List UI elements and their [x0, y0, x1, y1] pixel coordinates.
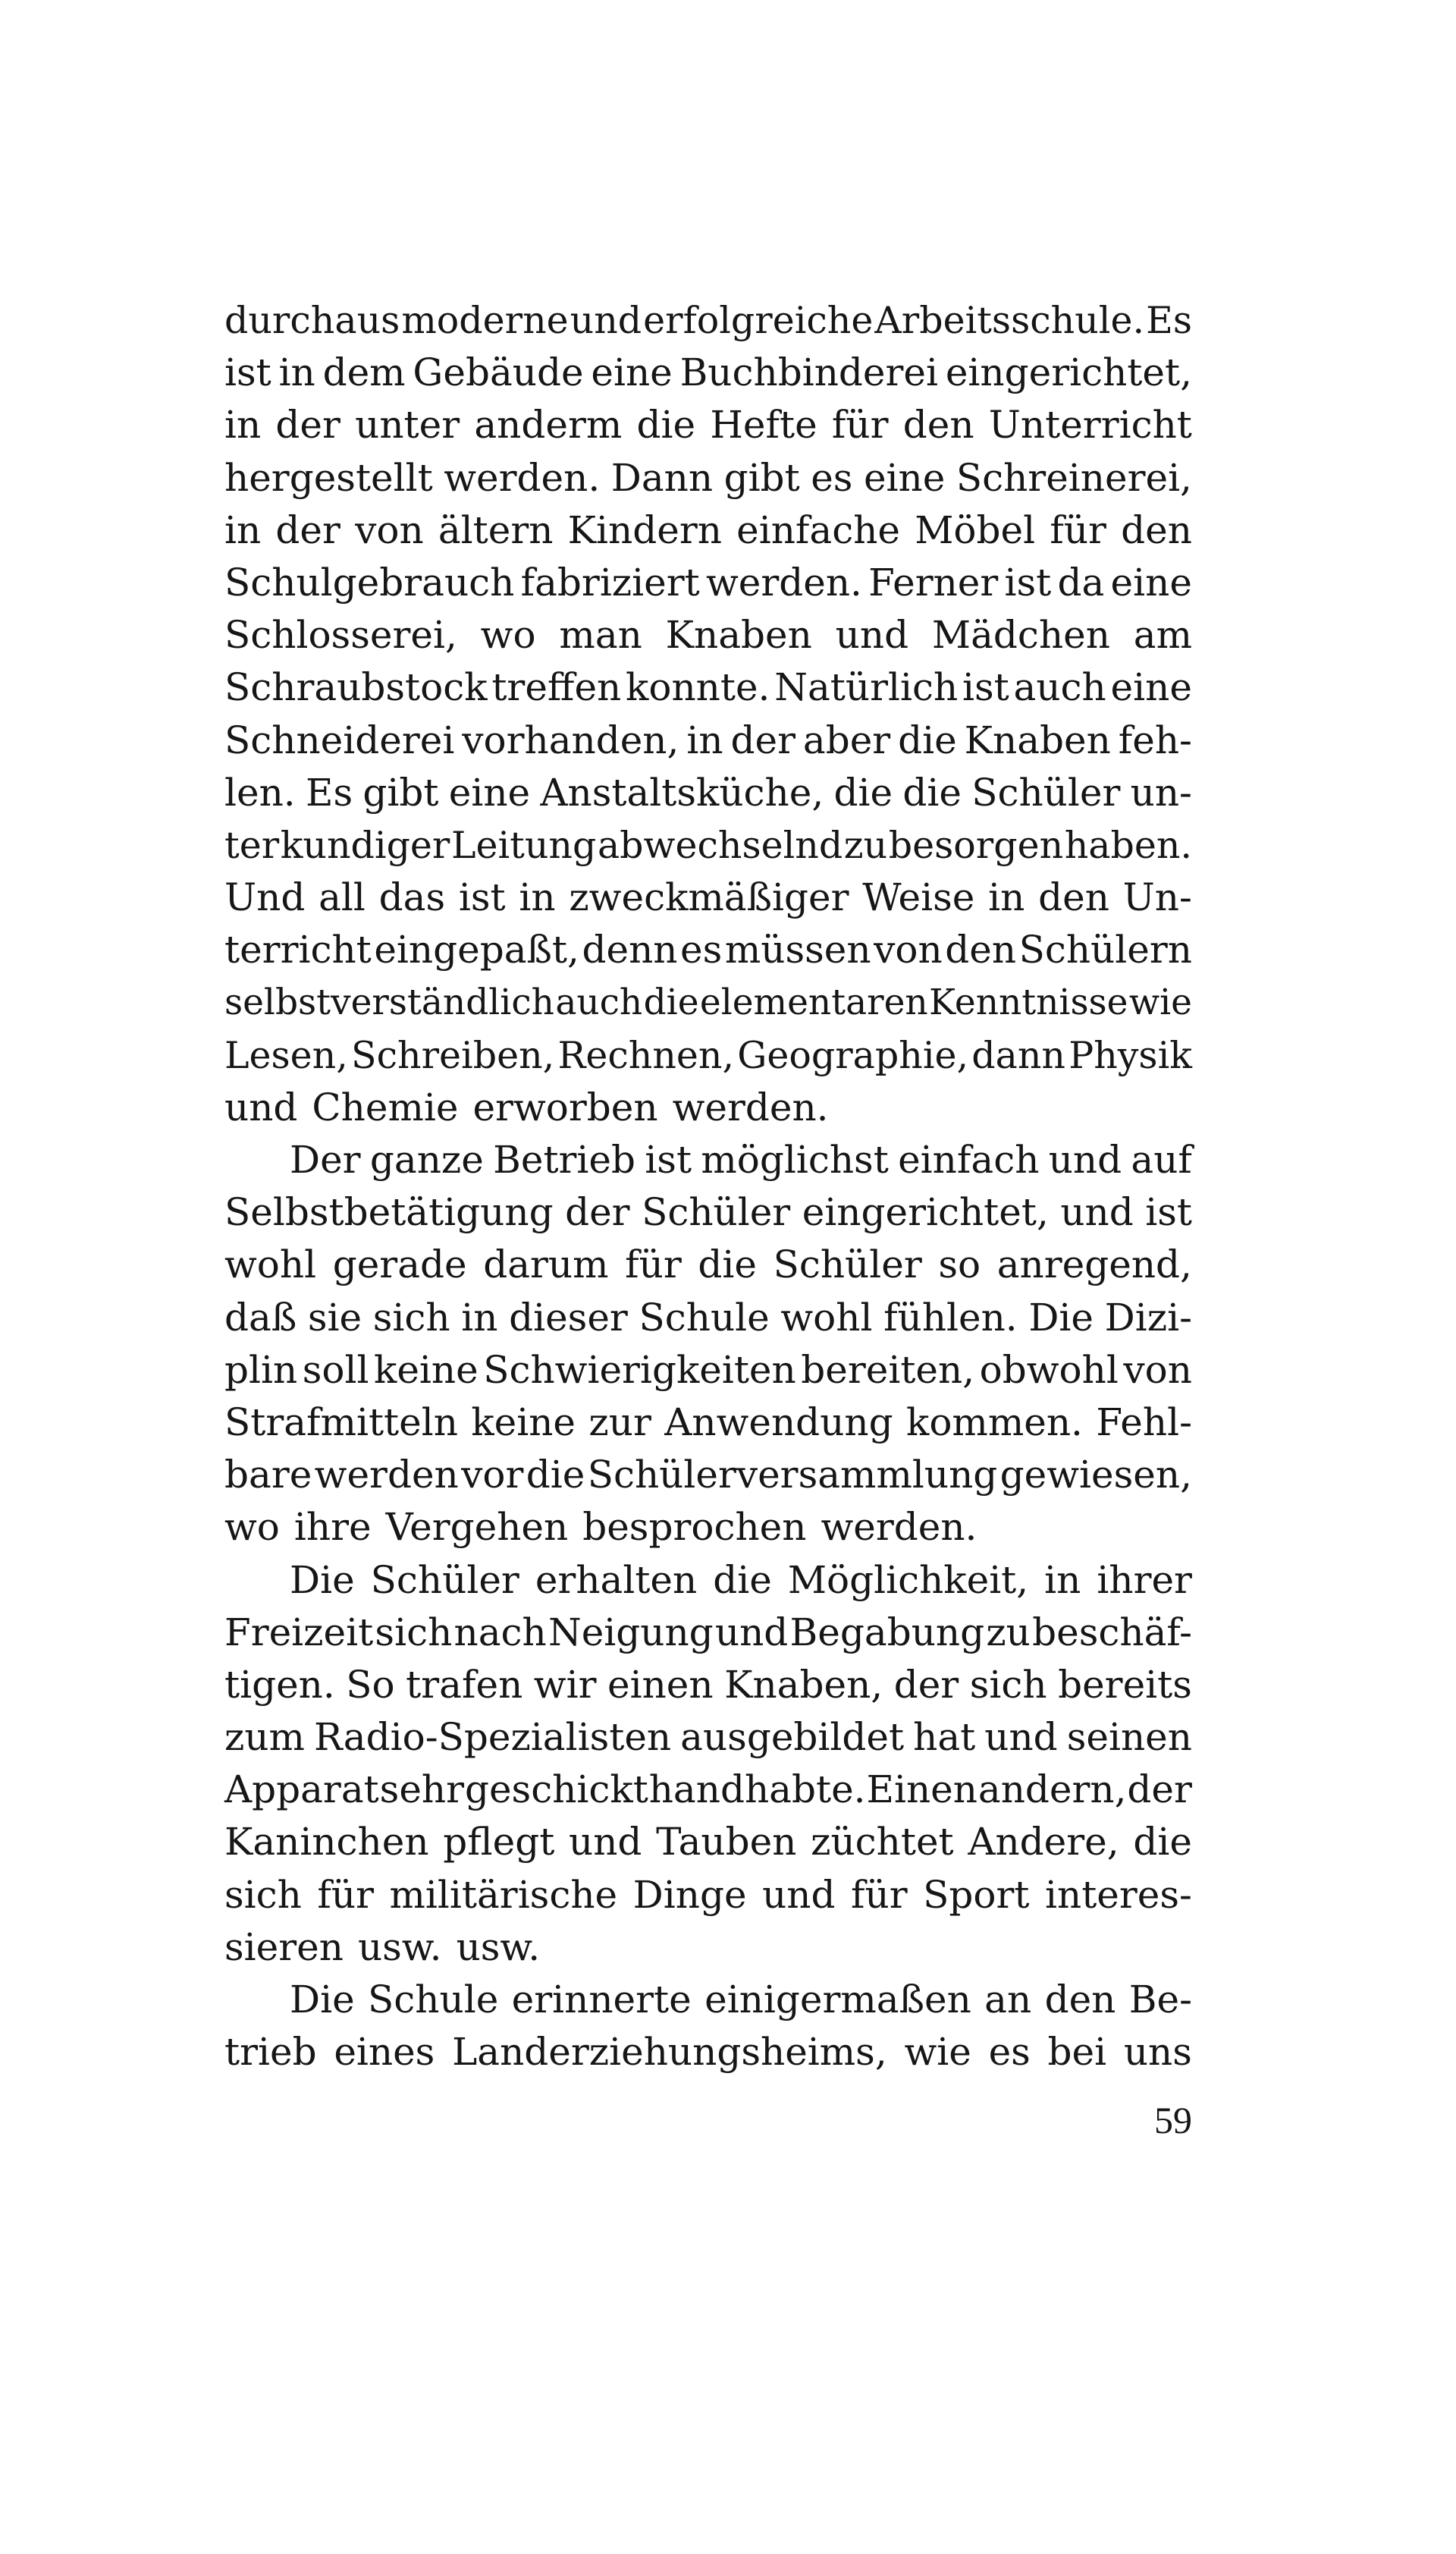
word: Chemie — [312, 1085, 459, 1129]
word: Knaben — [964, 718, 1111, 762]
word: für — [625, 1242, 682, 1287]
word: bereits — [1058, 1662, 1192, 1707]
word: durchaus — [224, 299, 400, 342]
text-line — [224, 819, 1192, 872]
word: konnte. — [626, 665, 770, 710]
word: bare — [224, 1453, 312, 1497]
text-line — [224, 1501, 1192, 1553]
word: die — [643, 982, 699, 1024]
word: züchtet — [811, 1820, 954, 1864]
word: ist — [224, 350, 271, 395]
word: Der — [290, 1138, 361, 1182]
word: Schüler — [642, 1190, 791, 1235]
word: geschickt — [464, 1767, 648, 1812]
word: es — [811, 455, 853, 500]
word: tigen. — [224, 1662, 335, 1707]
word: für — [831, 403, 889, 448]
word: Selbstbetätigung — [224, 1190, 554, 1235]
word: un- — [1130, 770, 1192, 815]
word: einfach — [898, 1138, 1040, 1182]
word: und — [1048, 1138, 1122, 1182]
word: haben. — [1064, 823, 1192, 867]
word: Dann — [610, 455, 714, 500]
text-line — [224, 399, 1192, 451]
text-line — [224, 1974, 1192, 2026]
word: wohl — [780, 1295, 873, 1340]
word: und — [570, 299, 642, 342]
text-line — [224, 1764, 1192, 1816]
word: Kenntnisse — [929, 982, 1128, 1024]
word: der — [275, 403, 340, 448]
text-line — [224, 1396, 1192, 1449]
text-line — [224, 661, 1192, 714]
text-line — [224, 1921, 1192, 1974]
word: eines — [334, 2030, 435, 2075]
word: nach — [453, 1610, 547, 1654]
word: Ferner — [868, 560, 999, 605]
word: es — [680, 928, 723, 972]
word: dem — [322, 350, 406, 395]
word: selbstverständlich — [224, 982, 554, 1024]
word: hergestellt — [224, 455, 433, 500]
word: Die — [290, 1978, 355, 2022]
word: Geographie, — [737, 1033, 969, 1077]
word: Sport — [923, 1872, 1030, 1917]
word: die — [526, 1453, 585, 1497]
word: Dinge — [632, 1872, 747, 1917]
word: wo — [480, 613, 536, 658]
text-line — [224, 1134, 1192, 1186]
word: Die — [290, 1557, 355, 1602]
word: Apparat — [224, 1767, 379, 1812]
text-line — [224, 1869, 1192, 1921]
word: und — [1060, 1190, 1134, 1235]
word: den — [945, 928, 1017, 972]
text-line — [224, 347, 1192, 399]
word: Schlosserei, — [224, 613, 457, 658]
word: wie — [1128, 982, 1192, 1024]
word: eingepaßt, — [374, 928, 579, 972]
word: ist — [458, 875, 506, 920]
word: keine — [374, 1347, 479, 1392]
word: eine — [1110, 560, 1192, 605]
word: Es — [1146, 299, 1192, 342]
word: bei — [1047, 2030, 1107, 2075]
word: militärische — [389, 1872, 618, 1917]
word: ihre — [293, 1505, 372, 1550]
word: sich — [375, 1610, 453, 1654]
word: in — [1044, 1557, 1081, 1602]
word: denn — [582, 928, 678, 972]
word: Gebäude — [413, 350, 584, 395]
word: ausgebildet — [680, 1715, 905, 1760]
word: elementaren — [699, 982, 928, 1024]
word: Be- — [1128, 1978, 1192, 2022]
word: Schüler — [773, 1242, 922, 1287]
text-line — [224, 294, 1192, 347]
word: Unterricht — [988, 403, 1192, 448]
word: trieb — [224, 2030, 317, 2075]
word: erworben — [472, 1085, 658, 1129]
word: Schwierigkeiten — [483, 1347, 796, 1392]
word: auch — [1013, 665, 1106, 710]
word: seinen — [1066, 1715, 1192, 1760]
word: gerade — [332, 1242, 467, 1287]
word: Schülerversammlung — [587, 1453, 998, 1497]
word: Schneiderei — [224, 718, 455, 762]
word: sehr — [379, 1767, 465, 1812]
word: gewiesen, — [999, 1453, 1192, 1497]
word: möglichst — [701, 1138, 889, 1182]
word: die — [1133, 1820, 1192, 1864]
word: einfache — [736, 507, 901, 552]
word: obwohl — [979, 1347, 1119, 1392]
text-line — [224, 976, 1192, 1029]
word: Knaben — [665, 613, 812, 658]
word: und — [714, 1610, 789, 1654]
word: Lesen, — [224, 1033, 348, 1077]
word: Möglichkeit, — [787, 1557, 1029, 1602]
word: anderm — [474, 403, 623, 448]
word: Buchbinderei — [679, 350, 938, 395]
text-line — [224, 1607, 1192, 1659]
word: Anwendung — [664, 1400, 893, 1444]
word: der — [565, 1190, 630, 1235]
word: ältern — [438, 507, 554, 552]
word: Schüler — [971, 770, 1121, 815]
word: beschäf- — [1032, 1610, 1192, 1654]
word: zu — [986, 1610, 1031, 1654]
word: ganze — [369, 1138, 484, 1182]
word: terricht — [224, 928, 372, 972]
text-line — [224, 715, 1192, 767]
word: so — [938, 1242, 981, 1287]
word: sieren — [224, 1924, 344, 1969]
word: zur — [588, 1400, 651, 1444]
word: eine — [863, 455, 946, 500]
word: all — [318, 875, 366, 920]
word: wir — [533, 1662, 597, 1707]
word: die — [833, 770, 893, 815]
word: Schüler — [370, 1557, 519, 1602]
word: in — [278, 350, 315, 395]
word: der — [1127, 1767, 1192, 1812]
word: werden. — [705, 560, 862, 605]
word: Betrieb — [493, 1138, 636, 1182]
word: der — [275, 507, 340, 552]
word: soll — [302, 1347, 369, 1392]
word: Schule — [639, 1295, 770, 1340]
word: erinnerte — [511, 1978, 692, 2022]
word: Andere, — [968, 1820, 1119, 1864]
text-line — [224, 1186, 1192, 1239]
word: die — [698, 1242, 757, 1287]
word: das — [378, 875, 446, 920]
text-line — [224, 557, 1192, 609]
word: die — [902, 770, 962, 815]
word: Vergehen — [385, 1505, 569, 1550]
word: gibt — [362, 770, 439, 815]
word: unter — [355, 403, 460, 448]
word: interes- — [1045, 1872, 1192, 1917]
word: fühlen. — [883, 1295, 1018, 1340]
word: für — [317, 1872, 374, 1917]
word: wie — [904, 2030, 971, 2075]
text-line — [224, 1659, 1192, 1711]
word: usw. — [456, 1924, 541, 1969]
word: auch — [555, 982, 643, 1024]
word: von — [874, 928, 943, 972]
word: sich — [969, 1662, 1047, 1707]
word: eingerichtet, — [945, 350, 1192, 395]
word: Natürlich — [774, 665, 959, 710]
word: keine — [471, 1400, 576, 1444]
word: man — [559, 613, 642, 658]
word: uns — [1123, 2030, 1192, 2075]
text-line — [224, 1816, 1192, 1868]
word: werden. — [821, 1505, 977, 1550]
word: Es — [305, 770, 353, 815]
word: Un- — [1122, 875, 1192, 920]
word: Landerziehungsheims, — [452, 2030, 887, 2075]
word: den — [1044, 1978, 1116, 2022]
word: Leitung — [450, 823, 597, 867]
word: Fehl- — [1096, 1400, 1192, 1444]
word: eingerichtet, — [802, 1190, 1049, 1235]
word: Rechnen, — [557, 1033, 735, 1077]
word: der — [730, 718, 795, 762]
word: darum — [483, 1242, 609, 1287]
word: dieser — [509, 1295, 628, 1340]
word: vorhanden, — [462, 718, 679, 762]
text-line — [224, 1292, 1192, 1344]
word: ter — [224, 823, 280, 867]
text-line — [224, 924, 1192, 976]
word: Hefte — [710, 403, 817, 448]
word: len. — [224, 770, 296, 815]
word: trafen — [406, 1662, 523, 1707]
body-text — [224, 294, 1192, 2078]
word: Physik — [1068, 1033, 1192, 1077]
word: daß — [224, 1295, 297, 1340]
word: Arbeitsschule. — [874, 299, 1145, 342]
word: am — [1133, 613, 1192, 658]
word: andern, — [977, 1767, 1127, 1812]
word: den — [1038, 875, 1109, 920]
word: Kaninchen — [224, 1820, 429, 1864]
word: sie — [307, 1295, 362, 1340]
text-line — [224, 872, 1192, 924]
word: besorgen — [888, 823, 1064, 867]
word: Begabung — [789, 1610, 985, 1654]
word: Weise — [862, 875, 975, 920]
word: Radio-Spezialisten — [314, 1715, 672, 1760]
word: vor — [461, 1453, 524, 1497]
text-line — [224, 1029, 1192, 1082]
word: auf — [1131, 1138, 1192, 1182]
word: moderne — [401, 299, 569, 342]
word: in — [519, 875, 556, 920]
word: hat — [913, 1715, 976, 1760]
word: in — [686, 718, 723, 762]
word: Anstaltsküche, — [540, 770, 824, 815]
text-line — [224, 2026, 1192, 2078]
word: Die — [1028, 1295, 1094, 1340]
word: einigermaßen — [704, 1978, 971, 2022]
word: ist — [645, 1138, 692, 1182]
word: treffen — [491, 665, 622, 710]
text-line — [224, 1239, 1192, 1291]
word: Möbel — [915, 507, 1036, 552]
word: eine — [591, 350, 673, 395]
word: pflegt — [443, 1820, 555, 1864]
word: Freizeit — [224, 1610, 374, 1654]
word: plin — [224, 1347, 298, 1392]
word: und — [984, 1715, 1058, 1760]
word: die — [713, 1557, 772, 1602]
text-line — [224, 452, 1192, 504]
word: Schraubstock — [224, 665, 488, 710]
word: und — [224, 1085, 298, 1129]
word: Knaben, — [724, 1662, 883, 1707]
word: werden — [314, 1453, 459, 1497]
word: da — [1057, 560, 1105, 605]
word: eine — [448, 770, 531, 815]
word: wohl — [224, 1242, 317, 1287]
word: werden. — [672, 1085, 829, 1129]
word: Einen — [866, 1767, 977, 1812]
page-number: 59 — [1154, 2099, 1192, 2141]
text-line — [224, 504, 1192, 557]
word: erfolgreiche — [643, 299, 874, 342]
word: Kindern — [567, 507, 722, 552]
word: und — [762, 1872, 836, 1917]
word: und — [569, 1820, 642, 1864]
word: aber — [802, 718, 891, 762]
word: zu — [843, 823, 888, 867]
word: zweckmäßiger — [569, 875, 849, 920]
word: bereiten, — [801, 1347, 975, 1392]
word: eine — [1110, 665, 1192, 710]
text-line — [224, 1449, 1192, 1501]
word: Tauben — [656, 1820, 797, 1864]
word: die — [636, 403, 696, 448]
word: erhalten — [535, 1557, 698, 1602]
text-line — [224, 1082, 1192, 1134]
word: dann — [971, 1033, 1065, 1077]
word: Schulgebrauch — [224, 560, 515, 605]
word: abwechselnd — [597, 823, 843, 867]
word: sich — [372, 1295, 450, 1340]
word: Neigung — [548, 1610, 714, 1654]
word: usw. — [357, 1924, 442, 1969]
word: die — [898, 718, 957, 762]
word: feh- — [1118, 718, 1192, 762]
word: an — [984, 1978, 1032, 2022]
word: Und — [224, 875, 306, 920]
word: und — [835, 613, 909, 658]
word: in — [461, 1295, 498, 1340]
word: es — [988, 2030, 1031, 2075]
word: handhabte. — [648, 1767, 866, 1812]
word: So — [346, 1662, 395, 1707]
word: von — [1123, 1347, 1192, 1392]
word: kommen. — [906, 1400, 1083, 1444]
word: für — [851, 1872, 908, 1917]
word: Strafmitteln — [224, 1400, 458, 1444]
word: den — [1121, 507, 1192, 552]
text-line — [224, 1554, 1192, 1607]
word: der — [893, 1662, 959, 1707]
text-line — [224, 609, 1192, 661]
text-line — [224, 767, 1192, 819]
word: besprochen — [582, 1505, 807, 1550]
word: gibt — [723, 455, 800, 500]
text-line — [224, 1711, 1192, 1764]
word: in — [224, 507, 262, 552]
text-line — [224, 1344, 1192, 1396]
word: Schülern — [1018, 928, 1192, 972]
word: Schreinerei, — [956, 455, 1192, 500]
word: kundiger — [280, 823, 450, 867]
word: einen — [607, 1662, 714, 1707]
word: in — [988, 875, 1025, 920]
word: Schreiben, — [351, 1033, 555, 1077]
word: Schule — [368, 1978, 499, 2022]
word: wo — [224, 1505, 280, 1550]
word: für — [1050, 507, 1106, 552]
word: sich — [224, 1872, 302, 1917]
word: ist — [1004, 560, 1052, 605]
word: ist — [1145, 1190, 1192, 1235]
word: müssen — [724, 928, 871, 972]
word: fabriziert — [520, 560, 700, 605]
word: zum — [224, 1715, 305, 1760]
word: in — [224, 403, 262, 448]
word: Mädchen — [931, 613, 1110, 658]
word: ist — [962, 665, 1009, 710]
word: werden. — [444, 455, 601, 500]
word: Dizi- — [1104, 1295, 1192, 1340]
word: ihrer — [1097, 1557, 1192, 1602]
word: den — [902, 403, 974, 448]
word: anregend, — [996, 1242, 1192, 1287]
word: von — [355, 507, 424, 552]
